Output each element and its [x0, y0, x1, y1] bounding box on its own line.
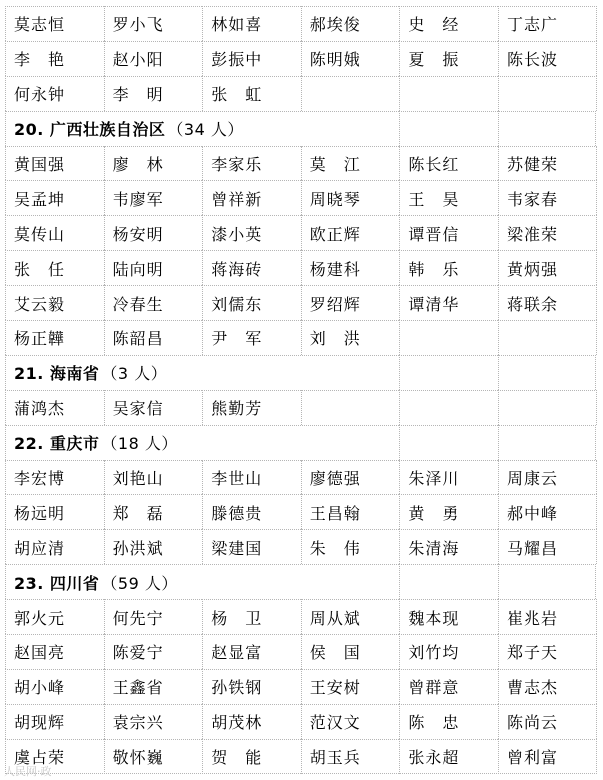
name-row [5, 704, 597, 739]
section-title: 20. 广西壮族自治区 [14, 120, 166, 140]
name-cell: 侯 国 [301, 634, 400, 669]
empty-cell [301, 76, 400, 111]
empty-cell [498, 320, 597, 355]
name-cell: 陈尚云 [498, 704, 597, 739]
section-header [5, 564, 399, 599]
name-cell: 梁建国 [202, 529, 301, 564]
name-cell: 韦家春 [498, 180, 597, 215]
name-row [5, 285, 597, 320]
name-cell: 郑子天 [498, 634, 597, 669]
section-header [5, 111, 399, 146]
name-cell: 曹志杰 [498, 669, 597, 704]
name-cell: 莫志恒 [5, 6, 104, 41]
name-cell: 罗小飞 [104, 6, 203, 41]
name-cell: 胡应清 [5, 529, 104, 564]
section-count: （18 人） [101, 434, 178, 454]
empty-cell [498, 76, 597, 111]
name-row [5, 6, 597, 41]
name-cell: 黄 勇 [399, 494, 498, 529]
name-cell: 王昌翰 [301, 494, 400, 529]
name-cell: 张 任 [5, 250, 104, 285]
name-cell: 艾云毅 [5, 285, 104, 320]
name-cell: 林如喜 [202, 6, 301, 41]
name-row [5, 180, 597, 215]
name-cell: 贺 能 [202, 739, 301, 774]
name-cell: 陆向明 [104, 250, 203, 285]
section-header [5, 425, 399, 460]
name-cell: 吴孟坤 [5, 180, 104, 215]
empty-cell [399, 390, 498, 425]
name-cell: 胡玉兵 [301, 739, 400, 774]
name-cell: 陈 忠 [399, 704, 498, 739]
name-cell: 黄炳强 [498, 250, 597, 285]
name-cell: 胡小峰 [5, 669, 104, 704]
name-cell: 陈明娥 [301, 41, 400, 76]
name-row [5, 215, 597, 250]
name-row [5, 739, 597, 774]
section-header-row [5, 111, 597, 146]
empty-cell [399, 564, 498, 599]
name-cell: 敬怀巍 [104, 739, 203, 774]
watermark: 人民网·政 [4, 765, 52, 778]
name-row [5, 599, 597, 634]
name-cell: 刘艳山 [104, 460, 203, 495]
name-cell: 王 昊 [399, 180, 498, 215]
name-cell: 罗绍辉 [301, 285, 400, 320]
name-row [5, 320, 597, 355]
name-cell: 彭振中 [202, 41, 301, 76]
name-cell: 崔兆岩 [498, 599, 597, 634]
name-cell: 李 明 [104, 76, 203, 111]
empty-cell [498, 111, 597, 146]
section-count: （34 人） [167, 120, 244, 140]
name-cell: 莫 江 [301, 146, 400, 181]
name-cell: 王鑫省 [104, 669, 203, 704]
name-cell: 欧正辉 [301, 215, 400, 250]
name-cell: 周康云 [498, 460, 597, 495]
name-cell: 郝中峰 [498, 494, 597, 529]
name-row [5, 634, 597, 669]
section-title: 22. 重庆市 [14, 434, 100, 454]
empty-cell [399, 76, 498, 111]
name-cell: 杨远明 [5, 494, 104, 529]
name-cell: 梁准荣 [498, 215, 597, 250]
empty-cell [498, 355, 597, 390]
name-cell: 史 经 [399, 6, 498, 41]
section-count: （3 人） [101, 364, 168, 384]
name-cell: 孙洪斌 [104, 529, 203, 564]
name-cell: 曾群意 [399, 669, 498, 704]
name-row [5, 529, 597, 564]
name-cell: 胡茂林 [202, 704, 301, 739]
name-cell: 廖 林 [104, 146, 203, 181]
name-cell: 郭火元 [5, 599, 104, 634]
name-cell: 赵国亮 [5, 634, 104, 669]
name-cell: 何先宁 [104, 599, 203, 634]
name-cell: 曾利富 [498, 739, 597, 774]
name-cell: 陈长红 [399, 146, 498, 181]
name-cell: 杨建科 [301, 250, 400, 285]
name-cell: 何永钟 [5, 76, 104, 111]
section-title: 23. 四川省 [14, 573, 100, 593]
name-cell: 杨安明 [104, 215, 203, 250]
name-cell: 赵显富 [202, 634, 301, 669]
name-cell: 黄国强 [5, 146, 104, 181]
empty-cell [399, 355, 498, 390]
name-row [5, 494, 597, 529]
name-cell: 韩 乐 [399, 250, 498, 285]
name-cell: 吴家信 [104, 390, 203, 425]
name-row [5, 390, 597, 425]
empty-cell [498, 564, 597, 599]
empty-cell [301, 390, 400, 425]
name-cell: 蒋联余 [498, 285, 597, 320]
name-cell: 马耀昌 [498, 529, 597, 564]
name-list-table [5, 6, 597, 774]
name-cell: 夏 振 [399, 41, 498, 76]
name-cell: 王安树 [301, 669, 400, 704]
name-cell: 尹 军 [202, 320, 301, 355]
name-cell: 廖德强 [301, 460, 400, 495]
name-cell: 曾祥新 [202, 180, 301, 215]
name-cell: 李 艳 [5, 41, 104, 76]
section-header [5, 355, 399, 390]
name-row [5, 669, 597, 704]
name-cell: 朱泽川 [399, 460, 498, 495]
name-cell: 陈长波 [498, 41, 597, 76]
name-cell: 漆小英 [202, 215, 301, 250]
name-cell: 熊勤芳 [202, 390, 301, 425]
name-row [5, 41, 597, 76]
name-cell: 苏健荣 [498, 146, 597, 181]
name-cell: 蒲鸿杰 [5, 390, 104, 425]
name-cell: 韦廖军 [104, 180, 203, 215]
name-cell: 朱清海 [399, 529, 498, 564]
name-cell: 李家乐 [202, 146, 301, 181]
name-cell: 郑 磊 [104, 494, 203, 529]
empty-cell [498, 425, 597, 460]
name-cell: 周从斌 [301, 599, 400, 634]
name-cell: 莫传山 [5, 215, 104, 250]
name-cell: 刘竹均 [399, 634, 498, 669]
name-cell: 陈爱宁 [104, 634, 203, 669]
name-cell: 孙铁钢 [202, 669, 301, 704]
name-cell: 袁宗兴 [104, 704, 203, 739]
name-cell: 周晓琴 [301, 180, 400, 215]
name-row [5, 146, 597, 181]
name-cell: 郝埃俊 [301, 6, 400, 41]
name-cell: 滕德贵 [202, 494, 301, 529]
name-row [5, 460, 597, 495]
section-header-row [5, 355, 597, 390]
empty-cell [399, 320, 498, 355]
section-count: （59 人） [101, 573, 178, 593]
name-cell: 蒋海砖 [202, 250, 301, 285]
name-row [5, 76, 597, 111]
name-cell: 赵小阳 [104, 41, 203, 76]
empty-cell [399, 425, 498, 460]
name-cell: 李世山 [202, 460, 301, 495]
name-row [5, 250, 597, 285]
empty-cell [399, 111, 498, 146]
name-cell: 虞占荣 [5, 739, 104, 774]
name-cell: 陈韶昌 [104, 320, 203, 355]
name-cell: 李宏博 [5, 460, 104, 495]
section-header-row [5, 564, 597, 599]
name-cell: 杨正韡 [5, 320, 104, 355]
name-cell: 杨 卫 [202, 599, 301, 634]
name-cell: 刘儒东 [202, 285, 301, 320]
name-cell: 冷春生 [104, 285, 203, 320]
name-cell: 张 虹 [202, 76, 301, 111]
name-cell: 谭晋信 [399, 215, 498, 250]
name-cell: 朱 伟 [301, 529, 400, 564]
name-cell: 胡现辉 [5, 704, 104, 739]
name-cell: 刘 洪 [301, 320, 400, 355]
name-cell: 张永超 [399, 739, 498, 774]
name-cell: 魏本现 [399, 599, 498, 634]
name-cell: 谭清华 [399, 285, 498, 320]
section-title: 21. 海南省 [14, 364, 100, 384]
section-header-row [5, 425, 597, 460]
empty-cell [498, 390, 597, 425]
name-cell: 丁志广 [498, 6, 597, 41]
name-cell: 范汉文 [301, 704, 400, 739]
